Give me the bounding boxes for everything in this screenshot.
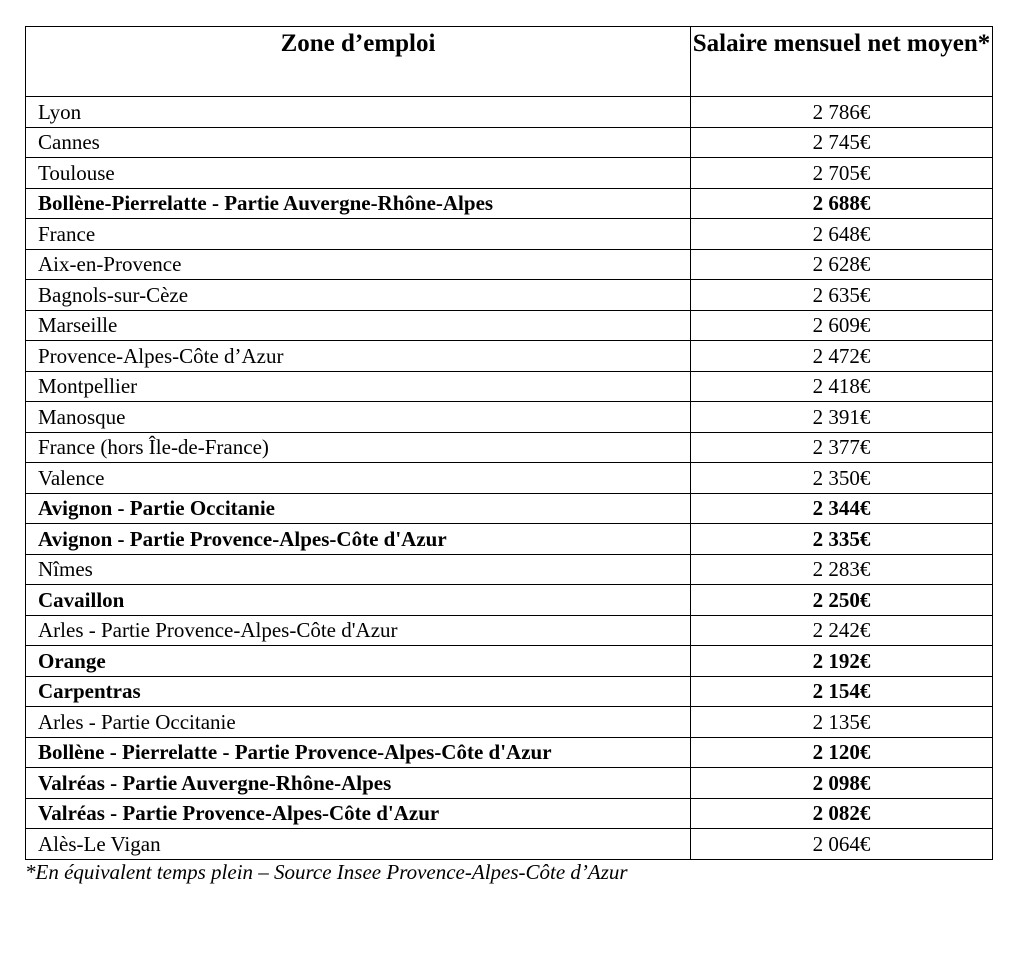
salary-cell: 2 250€ bbox=[691, 585, 993, 616]
footnote: *En équivalent temps plein – Source Insee Provence-Alpes-Côte d’Azur bbox=[25, 860, 628, 884]
table-row bbox=[26, 249, 993, 280]
salary-cell: 2 344€ bbox=[691, 493, 993, 524]
salary-cell: 2 192€ bbox=[691, 646, 993, 677]
salary-cell: 2 154€ bbox=[691, 676, 993, 707]
table-row bbox=[26, 127, 993, 158]
header-row bbox=[26, 27, 993, 97]
table-row bbox=[26, 798, 993, 829]
zone-cell: Aix-en-Provence bbox=[26, 249, 691, 280]
salary-cell: 2 472€ bbox=[691, 341, 993, 372]
table-row bbox=[26, 280, 993, 311]
table-row bbox=[26, 615, 993, 646]
zone-cell: Orange bbox=[26, 646, 691, 677]
salary-cell: 2 648€ bbox=[691, 219, 993, 250]
zone-cell: Cavaillon bbox=[26, 585, 691, 616]
salary-cell: 2 242€ bbox=[691, 615, 993, 646]
salary-cell: 2 786€ bbox=[691, 97, 993, 128]
table-row bbox=[26, 310, 993, 341]
zone-cell: Montpellier bbox=[26, 371, 691, 402]
salary-cell: 2 350€ bbox=[691, 463, 993, 494]
zone-cell: Alès-Le Vigan bbox=[26, 829, 691, 860]
salary-cell: 2 745€ bbox=[691, 127, 993, 158]
zone-cell: Carpentras bbox=[26, 676, 691, 707]
zone-cell: Cannes bbox=[26, 127, 691, 158]
zone-cell: Bollène - Pierrelatte - Partie Provence-Alpes-Côte d'Azur bbox=[26, 737, 691, 768]
table-row bbox=[26, 97, 993, 128]
table-row bbox=[26, 158, 993, 189]
zone-cell: Arles - Partie Provence-Alpes-Côte d'Azur bbox=[26, 615, 691, 646]
salary-cell: 2 688€ bbox=[691, 188, 993, 219]
zone-cell: Manosque bbox=[26, 402, 691, 433]
table-row bbox=[26, 646, 993, 677]
zone-cell: France (hors Île-de-France) bbox=[26, 432, 691, 463]
salary-cell: 2 391€ bbox=[691, 402, 993, 433]
header-zone: Zone d’emploi bbox=[26, 27, 691, 97]
table-row bbox=[26, 371, 993, 402]
table-header bbox=[26, 27, 993, 97]
salary-cell: 2 135€ bbox=[691, 707, 993, 738]
table-row bbox=[26, 707, 993, 738]
zone-cell: Marseille bbox=[26, 310, 691, 341]
salary-table bbox=[25, 26, 993, 860]
salary-cell: 2 082€ bbox=[691, 798, 993, 829]
salary-cell: 2 098€ bbox=[691, 768, 993, 799]
salary-cell: 2 283€ bbox=[691, 554, 993, 585]
table-row bbox=[26, 524, 993, 555]
zone-cell: France bbox=[26, 219, 691, 250]
zone-cell: Bagnols-sur-Cèze bbox=[26, 280, 691, 311]
zone-cell: Nîmes bbox=[26, 554, 691, 585]
salary-cell: 2 064€ bbox=[691, 829, 993, 860]
zone-cell: Avignon - Partie Occitanie bbox=[26, 493, 691, 524]
zone-cell: Toulouse bbox=[26, 158, 691, 189]
table-row bbox=[26, 341, 993, 372]
table-row bbox=[26, 402, 993, 433]
table-row bbox=[26, 493, 993, 524]
table-row bbox=[26, 737, 993, 768]
header-salary: Salaire mensuel net moyen* bbox=[691, 27, 993, 97]
zone-cell: Avignon - Partie Provence-Alpes-Côte d'Azur bbox=[26, 524, 691, 555]
salary-cell: 2 609€ bbox=[691, 310, 993, 341]
zone-cell: Valréas - Partie Provence-Alpes-Côte d'Azur bbox=[26, 798, 691, 829]
table-row bbox=[26, 829, 993, 860]
table-row bbox=[26, 768, 993, 799]
table-row bbox=[26, 585, 993, 616]
salary-cell: 2 705€ bbox=[691, 158, 993, 189]
table-row bbox=[26, 219, 993, 250]
table-body bbox=[26, 97, 993, 860]
table-row bbox=[26, 432, 993, 463]
salary-cell: 2 628€ bbox=[691, 249, 993, 280]
zone-cell: Arles - Partie Occitanie bbox=[26, 707, 691, 738]
zone-cell: Bollène-Pierrelatte - Partie Auvergne-Rhône-Alpes bbox=[26, 188, 691, 219]
zone-cell: Provence-Alpes-Côte d’Azur bbox=[26, 341, 691, 372]
salary-cell: 2 335€ bbox=[691, 524, 993, 555]
salary-cell: 2 418€ bbox=[691, 371, 993, 402]
zone-cell: Valréas - Partie Auvergne-Rhône-Alpes bbox=[26, 768, 691, 799]
salary-cell: 2 120€ bbox=[691, 737, 993, 768]
table-row bbox=[26, 676, 993, 707]
salary-cell: 2 635€ bbox=[691, 280, 993, 311]
zone-cell: Lyon bbox=[26, 97, 691, 128]
zone-cell: Valence bbox=[26, 463, 691, 494]
salary-cell: 2 377€ bbox=[691, 432, 993, 463]
table-row bbox=[26, 463, 993, 494]
table-row bbox=[26, 554, 993, 585]
table-row bbox=[26, 188, 993, 219]
